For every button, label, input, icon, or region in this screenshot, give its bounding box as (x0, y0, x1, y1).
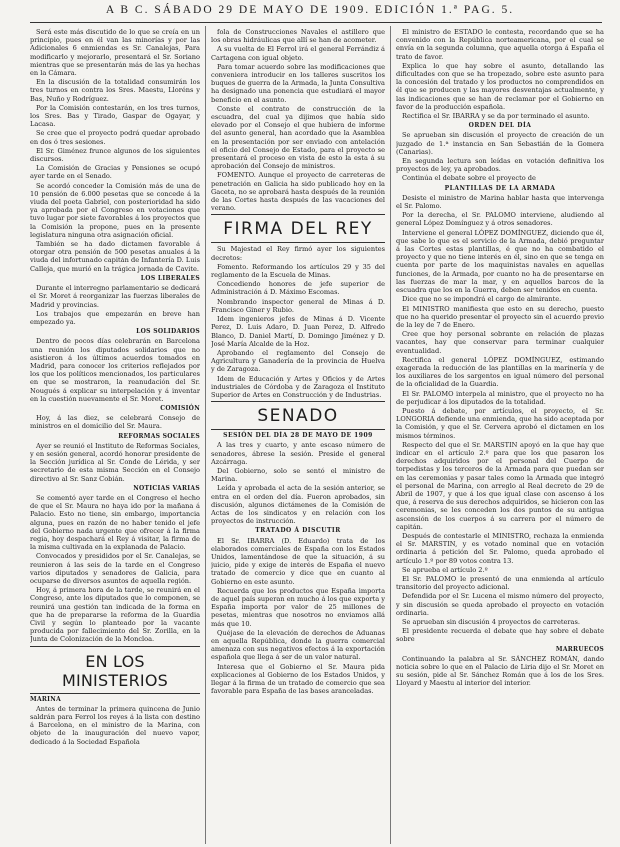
c2-paragraph: Para tomar acuerdo sobre las modificaciones que conveniera introducir en los talleres suscritos los buques de guerra de la Armada, la Junta Consultiva ha designado una ponencia que estudiará el mayor beneficio en el asunto. (211, 62, 385, 104)
header-rule (30, 22, 602, 23)
section-heading-solidarios: LOS SOLIDARIOS (136, 328, 200, 336)
c3-paragraph: En segunda lectura son leídas en votación definitiva los proyectos de ley, ya aprobados. (396, 157, 604, 174)
c2-paragraph: Interesa que el Gobierno el Sr. Maura pida explicaciones al Gobierno de los Estados Unidos, y llegar á la firma de un tratado de comercio que sea favorable para España de las bases aranceladas. (211, 662, 385, 696)
c2-paragraph: Recuerda que los productos que España importa de aquel país superan en mucho á los que exporta y España importa por valor de 25 millones de pesetas, mientras que nosotros no enviamos allá más que 10. (211, 586, 385, 628)
c2-paragraph: Del Gobierno, solo se sentó el ministro de Marina. (211, 466, 385, 484)
c1-paragraph: Dentro de pocos días celebrarán en Barcelona una reunión los diputados solidarios que no asistieron á los últimos acuerdos tomados en Madrid, para conocer los criterios reflejados por los que los políticos mencionados, los particulares en que se mostraron, la reanudación del Sr. Nougués á explicar su interpelación y á inventar en la cuestión nuevamente el Sr. Moret. (30, 337, 200, 403)
c3-paragraph: Continúa el debate sobre el proyecto de (402, 174, 536, 183)
c3-paragraph: Desiste el ministro de Marina hablar hasta que intervenga el Sr. Palomo. (396, 193, 604, 211)
c3-paragraph: El Sr. PALOMO interpela al ministro, que el proyecto no ha de perjudicar á los diputados de la totalidad. (396, 389, 604, 406)
c1-paragraph: Se acordó conceder la Comisión más de una de 10 pensión de 6.000 pesetas que se concede á la viuda del poeta Gabriel, con posterioridad ha sido ya aprobada por el Congreso en votaciones que tuvo lugar por siete favorables á los proyectos que la Comisión la propone, pues en la presente legislatura ninguna otra asignación oficial. (30, 181, 200, 239)
c2-paragraph: Quéjase de la elevación de derechos de Aduanas en aquella República, donde la guerra comercial amenaza con sus negativos efectos á la exportación española que llega á ser de un valor natural. (211, 628, 385, 662)
c2-paragraph: fola de Construcciones Navales el astillero que los obras hidráulicas que allí se han de acometer. (211, 28, 385, 45)
c2-paragraph: A las tres y cuarto, y ante escaso número de senadores, ábrese la sesión. Preside el general Azcárraga. (211, 441, 385, 466)
section-heading-noticias: NOTICIAS VARIAS (133, 484, 200, 492)
c3-paragraph: El presidente recuerda el debate que hay sobre el debate sobre (396, 627, 604, 644)
c1-paragraph: Por la Comisión contestarán, en los tres turnos, los Sres. Bas y Tirado, Gaspar de Ogayar, y Lacasa. (30, 103, 200, 129)
session-date: SESIÓN DEL DÍA 28 DE MAYO DE 1909 (223, 432, 373, 440)
c1-paragraph: El Sr. Giménez frunce algunos de los siguientes discursos. (30, 146, 200, 164)
column-3 (396, 28, 604, 843)
c2-paragraph: Leída y aprobada el acta de la sesión anterior, se entra en el orden del día. Fueron aprobados, sin discusión, algunos dictámenes de la Comisión de Actas de los sindicatos y en relación con los proyectos de instrucción. (211, 484, 385, 526)
c3-paragraph: Defendida por el Sr. Lucena el mismo número del proyecto, y sin discusión se queda aprobado el proyecto en votación ordinaria. (396, 592, 604, 617)
c3-paragraph: Rectifica el general LÓPEZ DOMÍNGUEZ, estimando exagerada la reducción de las plantillas en la marinería y de los auxiliares de los sargentos en igual número del personal de la oficialidad de la Guardia. (396, 355, 604, 389)
section-heading-liberales: LOS LIBERALES (140, 274, 200, 282)
c1-paragraph: En la discusión de la totalidad consumirán los tres turnos en contra los Sres. Maestu, Lloréns y Bas, Nuño y Rodríguez. (30, 78, 200, 103)
column-divider-1 (205, 26, 206, 844)
page-header: A B C. SÁBADO 29 DE MAYO DE 1909. EDICIÓN 1.ª PAG. 5. (105, 4, 515, 16)
c2-paragraph: Idem ingenieros jefes de Minas á D. Vicente Perez, D. Luis Adaro, D. Juan Perez, D. Alfredo Blanco, D. Daniel Martí, D. Domingo Jiménez y D. José María Alcalde de la Hoz. (211, 315, 385, 348)
c3-paragraph: El ministro de ESTADO le contesta, recordando que se ha convenido con la República norteamericana, por el cual se envía en la segunda columna, que aquella otorga á España el trato de favor. (396, 28, 604, 61)
c3-paragraph: Explica lo que hay sobre el asunto, detallando las dificultades con que se ha tropezado, sobre este asunto para la concesión del tratado y los productos no comprendidos en él que se producen y las mayores desventajas actualmente, y las indicaciones que se han de reclamar por el Gobierno en favor de la producción española. (396, 61, 604, 111)
c3-paragraph: Rectifica el Sr. IBARRA y se da por terminado el asunto. (402, 112, 590, 121)
c1-paragraph: Los trabajos que empezarán en breve han empezado ya. (30, 309, 200, 326)
section-heading-tratado: TRATADO Á DISCUTIR (255, 527, 341, 535)
c1-paragraph: Convocados y presididos por el Sr. Canalejas, se reunieron á las seis de la tarde en el Congreso varios diputados y senadores de Galicia, para ocuparse de diversos asuntos de aquella región. (30, 552, 200, 585)
firma-del-rey-title: FIRMA DEL REY (223, 219, 373, 240)
c3-paragraph: Respecto del que el Sr. MARSTIN apoyó en la que hay que indicar en el artículo 2.º para que los que pasaron los derechos adquiridos por el personal del Cuerpo de torpedistas y los terceros de la Armada para que puedan ser en las ceremonias y pasar tales como la Armada que integró el personal de Marina, con arreglo al Real decreto de 29 de Abril de 1907, y que á los que igual clase con ascenso á los que, á reserva de sus derechos adquiridos, se hicieron con las ceremonias, se les conceden los dos puntos de su antigua ascensión de los cuerpos á su carrera por el número de capitán. (396, 440, 604, 531)
c3-paragraph: Dice que no se impondrá el cargo de almirante. (402, 295, 562, 304)
section-heading-orden: ORDEN DEL DÍA (468, 122, 532, 130)
c3-paragraph: Después de contestarle el MINISTRO, rechaza la enmienda el Sr. MARSTIN, y es votado nominal que en votación ordinaria á petición del Sr. Palomo, queda aprobado el artículo 1.º por 89 votos contra 13. (396, 531, 604, 565)
c1-paragraph: También se ha dado dictamen favorable á otorgar otra pensión de 500 pesetas anuales á la viuda del infortunado capitán de Infantería D. Luis Calleja, que murió en la trágica jornada de Cavite. (30, 240, 200, 273)
c2-paragraph: El Sr. IBARRA (D. Eduardo) trata de los elaborados comerciales de España con los Estados Unidos, lamentándose de que la situación, á su juicio, pide y exige de interés de España el nuevo tratado de comercio y dice que en cuanto al Gobierno en este asunto. (211, 536, 385, 586)
c2-paragraph: Su Majestad el Rey firmó ayer los siguientes decretos: (211, 245, 385, 262)
c2-paragraph: Conste el contrato de construcción de la escuadra, del cual ya dijimos que había sido elevado por el Consejo el que hubiera de informe del asunto general, han acordado que la Asamblea en la presentación por ser enviado con antelación el oficio del Consejo de Estado, para el proyecto se presentará el proceso en vista de esto la esta á su aprobación del Consejo de ministros. (211, 104, 385, 171)
c3-paragraph: Se aprueba el artículo 2.º (402, 565, 488, 574)
c3-paragraph: Interviene el general LÓPEZ DOMÍNGUEZ, diciendo que él, que sabe lo que es el servicio de la Armada, debió preguntar á las Cortes estas plantillas, é que no ha combatido el proyecto y que no tiene interés en él, sino en que se tenga en cuenta por parte de los maquinistas navales en aquellas funciones, de la Armada, por cuanto no ha de presentarse en las fuerzas de mar la mar, y en aquellos barcos de la escuadra que los en la Guerra, deben ser tenidos en cuenta. (396, 228, 604, 295)
c3-paragraph: El MINISTRO manifiesta que esto en su derecho, puesto que no ha querido presentar el proyecto sin el acuerdo previo de la ley de 7 de Enero. (396, 304, 604, 329)
ministerios-title: EN LOS MINISTERIOS (61, 651, 169, 690)
section-heading-marina: MARINA (30, 695, 62, 703)
column-divider-2 (390, 26, 391, 844)
c1-paragraph: Hoy, á primera hora de la tarde, se reunirá en el Congreso, ante los diputados que lo componen, se reunirá una gestión tan indicada de la forma en que ha de prepararse la reforma de la Guardia Civil y según lo planteado por la vacante producida por fallecimiento del Sr. Zorilla, en la Junta de Colonización de la Moncloa. (30, 586, 200, 644)
c1-paragraph: Será este más discutido de lo que se creía en un principio, pues en él van las minorías y por las Adicionales 6 enmiendas es Sr. Canalejas, Para modificarlo y mejorarlo, presentará el Sr. Soriano mientras que se presentarán más de las ya hechas en la Cámara. (30, 28, 200, 78)
c3-paragraph: Puesto á debate, por artículos, el proyecto, el Sr. LONGORIA defiende una enmienda, que ha sido aceptada por la Comisión, y que el Sr. Cervera aprobó el dictamen en los mismos términos. (396, 406, 604, 440)
c3-paragraph: Se aprueban sin discusión 4 proyectos de carreteras. (402, 618, 580, 627)
c3-paragraph: Se aprueban sin discusión el proyecto de creación de un juzgado de 1.ª instancia en San Sebastián de la Gomera (Canarias). (396, 131, 604, 156)
section-heading-comision: COMISIÓN (160, 404, 200, 412)
senado-title: SENADO (257, 406, 339, 427)
column-2 (211, 28, 385, 843)
c1-paragraph: Durante el interregno parlamentario se dedicará el Sr. Moret á reorganizar las fuerzas liberales de Madrid y provincias. (30, 284, 200, 309)
c2-paragraph: A su vuelta de El Ferrol irá el general Ferrándiz á Cartagena con igual objeto. (211, 45, 385, 62)
c3-paragraph: Cree que hoy personal sobrante en relación de plazas vacantes, hay que conservar para terminar cualquier eventualidad. (396, 330, 604, 355)
section-heading-marruecos: MARRUECOS (555, 645, 604, 653)
c1-paragraph: Se cree que el proyecto podrá quedar aprobado en dos ó tres sesiones. (30, 129, 200, 146)
c2-paragraph: Aprobando el reglamento del Consejo de Agricultura y Ganadería de la provincia de Huelva y de Zaragoza. (211, 348, 385, 374)
c3-paragraph: Continuando la palabra al Sr. SÁNCHEZ ROMÁN, dando noticia sobre lo que en el Palacio de Liria dijo el Sr. Moret en su sesión, pide al Sr. Sánchez Román que á los de los Sres. Lloyard y Maestu al interior del interior. (396, 654, 604, 688)
c1-paragraph: Antes de terminar la primera quincena de Junio saldrán para Ferrol los reyes á la lista con destino á Barcelona, en el ministro de la Marina, con objeto de la inauguración del nuevo vapor, dedicado á la Sociedad Española (30, 704, 200, 746)
section-heading-plantillas: PLANTILLAS DE LA ARMADA (444, 184, 556, 192)
c2-paragraph: Fomento. Reformando los artículos 29 y 35 del reglamento de la Escuela de Minas. (211, 262, 385, 280)
c3-paragraph: El Sr. PALOMO le presentó de una enmienda al artículo transitorio del proyecto adicional. (396, 575, 604, 592)
c3-paragraph: Por la derecha, el Sr. PALOMO interviene, aludiendo al general López Domínguez y á otros senadores. (396, 211, 604, 228)
c1-paragraph: Ayer se reunió el Instituto de Reformas Sociales, y en sesión general, acordó honorar presidente de la Sección jurídica al Sr. Conde de Lérida, y ser secretario de esta misma Sección en el Consejo directivo al Sr. Sanz Cobián. (30, 441, 200, 483)
c2-paragraph: FOMENTO. Aunque el proyecto de carreteras de penetración en Galicia ha sido publicado hoy en la Gaceta, no se aprobará hasta después de la reunión de las Cortes hasta después de las vacaciones del verano. (211, 171, 385, 213)
section-heading-reformas: REFORMAS SOCIALES (118, 432, 200, 440)
c1-paragraph: La Comisión de Gracias y Pensiones se ocupó ayer tarde en el Senado. (30, 164, 200, 181)
c2-paragraph: Concediendo honores de jefe superior de Administración á D. Máximo Escomas. (211, 280, 385, 297)
column-1 (30, 28, 200, 843)
c1-paragraph: Se comentó ayer tarde en el Congreso el hecho de que el Sr. Maura no haya ido por la mañana á Palacio. Esto no tiene, sin embargo, importancia alguna, pues en razón de no haber tenido el jefe del Gobierno nada urgente que ofrecer á la firma regia, hoy despachará el Rey á visitar, la firma de la misma cultivada en la explanada de Palacio. (30, 493, 200, 552)
c2-paragraph: Nombrando inspector general de Minas á D. Francisco Giner y Rubio. (211, 297, 385, 314)
c2-paragraph: Idem de Educación y Artes y Oficios y de Artes industriales de Córdoba y de Zaragoza el Instituto Superior de Artes en Construcción y de Industrias. (211, 374, 385, 399)
c1-paragraph: Hoy, á las diez, se celebrará Consejo de ministros en el domicilio del Sr. Maura. (30, 414, 200, 431)
